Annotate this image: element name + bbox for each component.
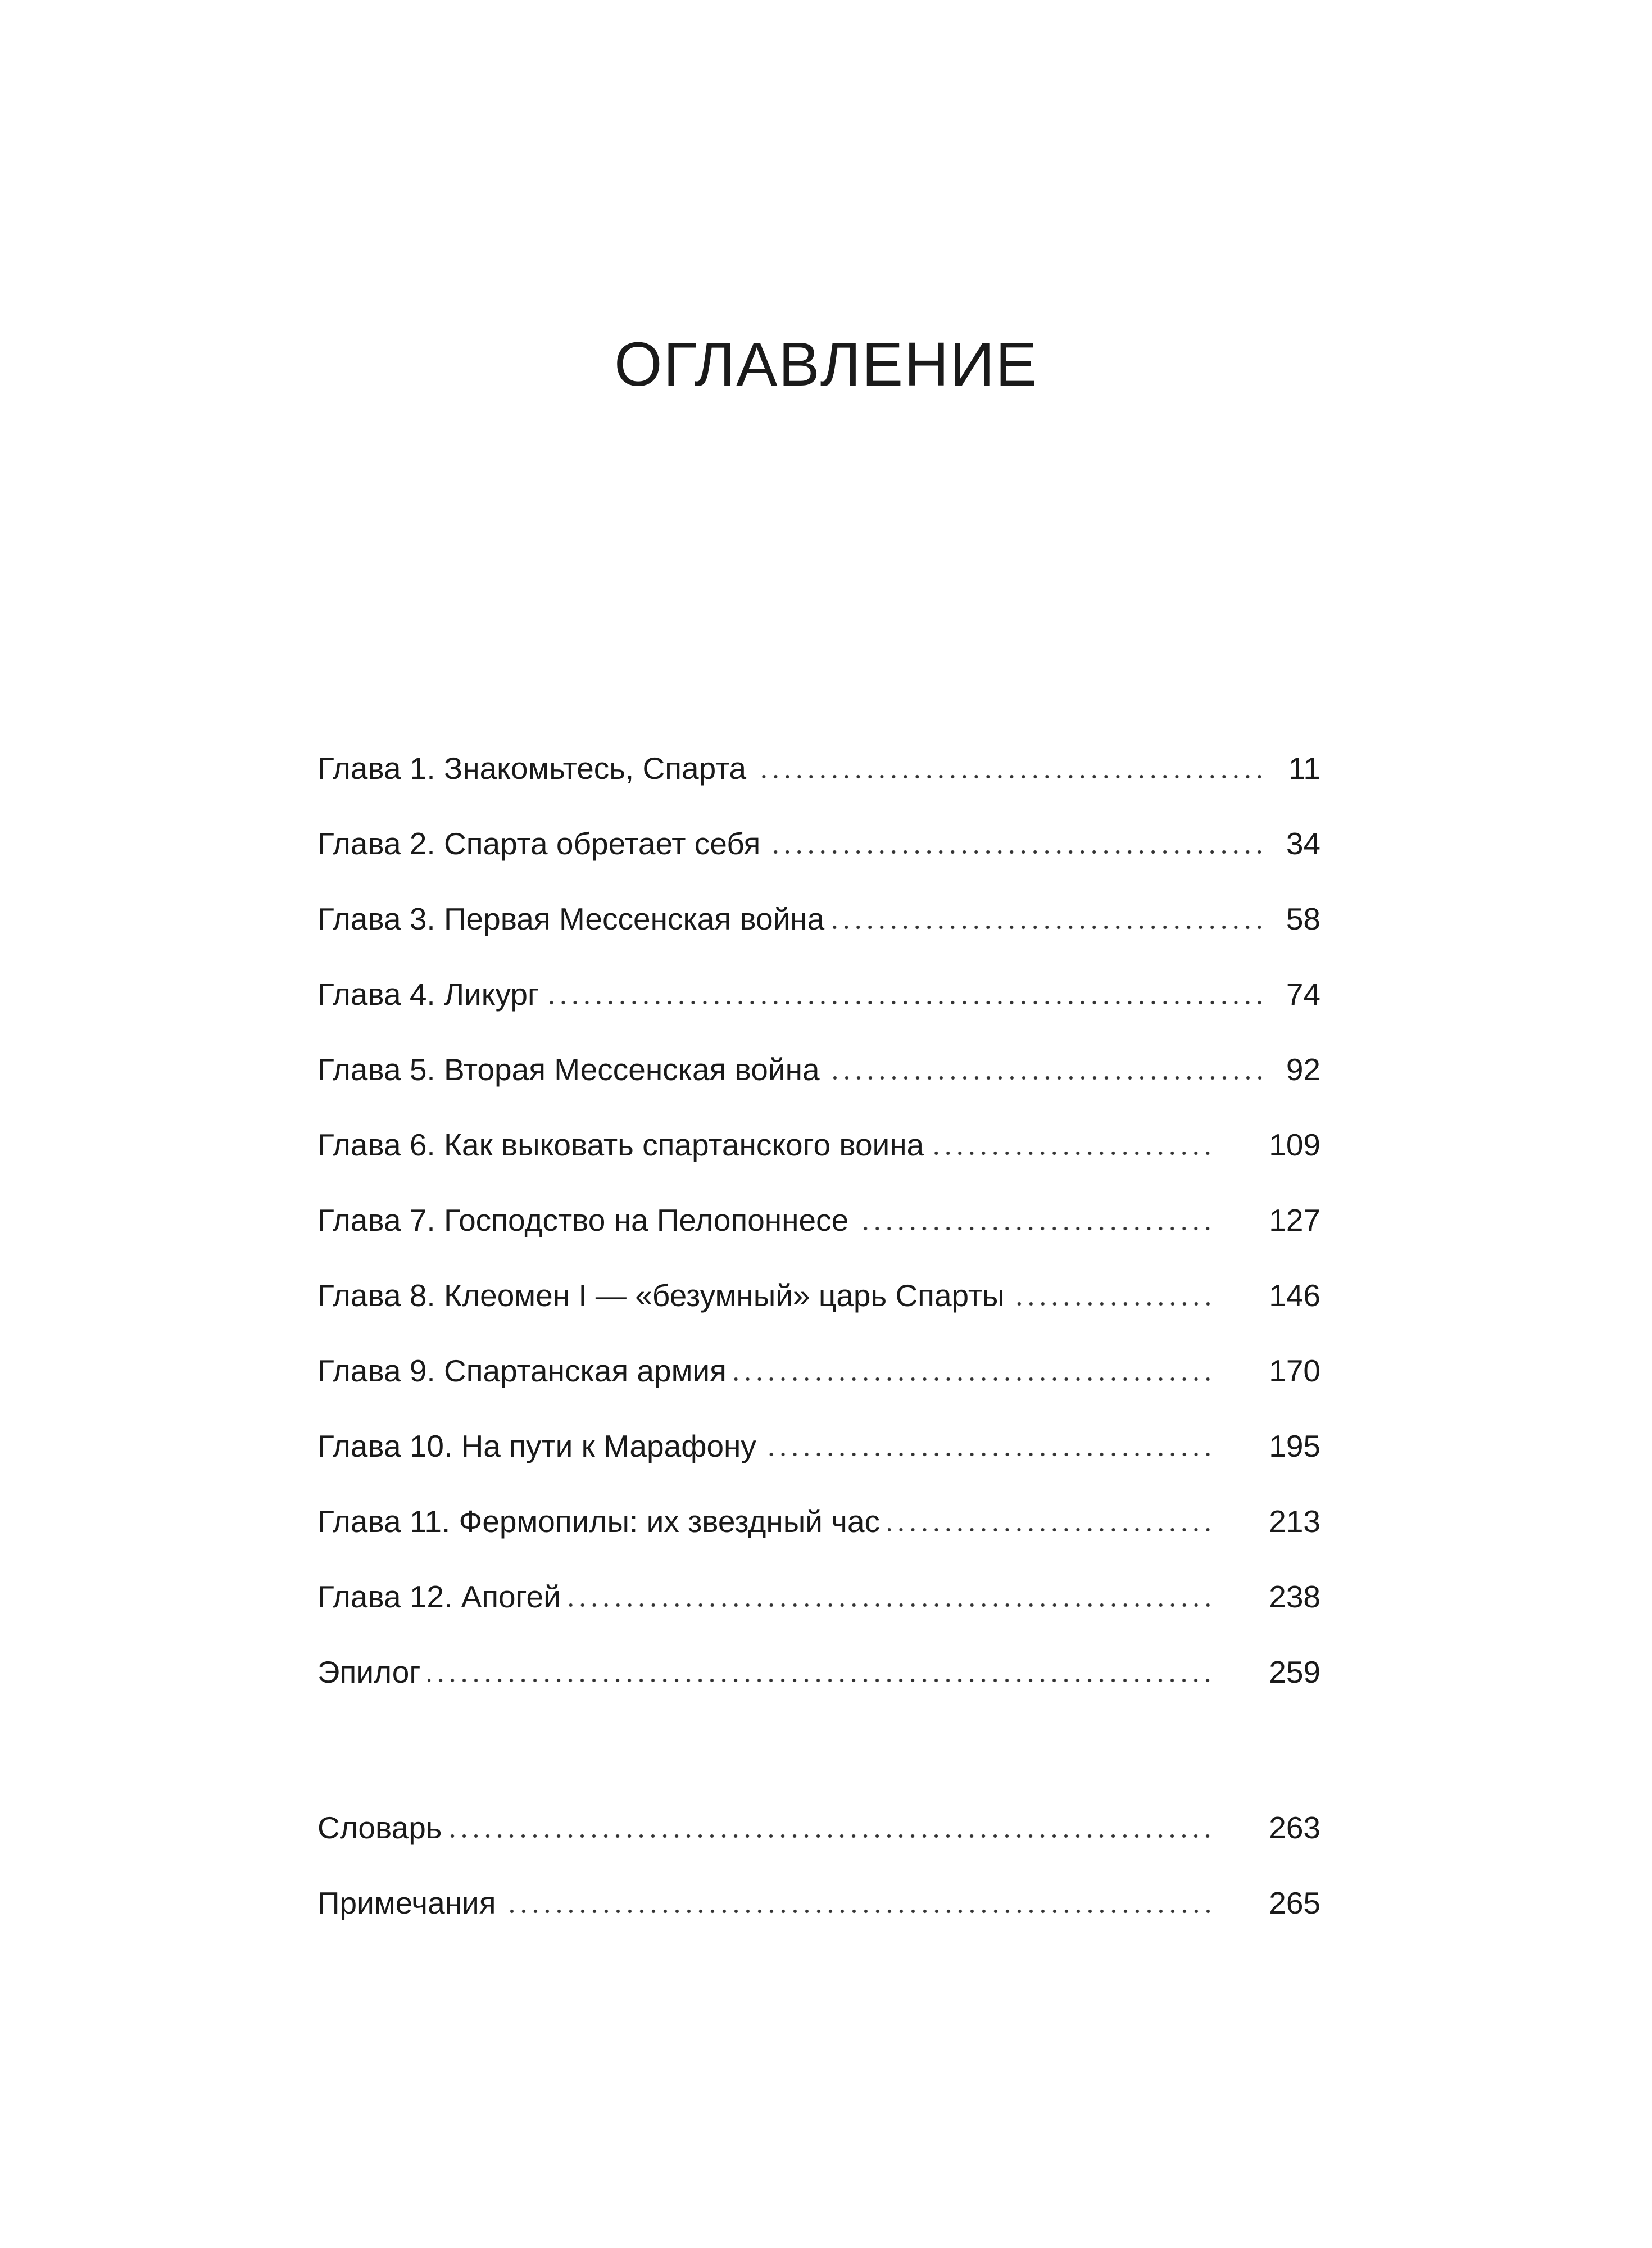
toc-entry-page: 127 — [1269, 1202, 1320, 1238]
page-title: ОГЛАВЛЕНИЕ — [614, 329, 1038, 399]
toc-entry-chapter-11[interactable] — [317, 1484, 1320, 1559]
dot-leader — [569, 1602, 1214, 1608]
toc-entry-chapter-6[interactable] — [317, 1107, 1320, 1182]
toc-entry-title: Глава 3. Первая Мессенская война — [317, 901, 825, 936]
toc-entry-title: Глава 11. Фермопилы: их звездный час — [317, 1503, 881, 1539]
toc-entry-title: Словарь — [317, 1810, 442, 1845]
dot-leader — [547, 999, 1265, 1006]
toc-entry-notes[interactable] — [317, 1865, 1320, 1941]
toc-entry-page: 265 — [1269, 1885, 1320, 1920]
dot-leader — [1013, 1300, 1214, 1307]
toc-entry-page: 92 — [1286, 1052, 1320, 1087]
toc-entry-title: Глава 12. Апогей — [317, 1579, 561, 1614]
dot-leader — [832, 924, 1265, 931]
toc-entry-title: Глава 9. Спартанская армия — [317, 1353, 727, 1388]
toc-entry-title: Глава 8. Клеомен I — «безумный» царь Спарты — [317, 1277, 1005, 1313]
toc-entry-chapter-1[interactable] — [317, 731, 1320, 806]
toc-entry-title: Глава 6. Как выковать спартанского воина — [317, 1127, 924, 1162]
toc-entry-page: 58 — [1286, 901, 1320, 936]
back-matter-list — [317, 1790, 1320, 1941]
toc-entry-page: 11 — [1288, 750, 1320, 786]
dot-leader — [428, 1677, 1214, 1684]
toc-entry-chapter-9[interactable] — [317, 1333, 1320, 1408]
toc-entry-chapter-3[interactable] — [317, 881, 1320, 957]
toc-entry-page: 263 — [1269, 1810, 1320, 1845]
toc-entry-page: 109 — [1269, 1127, 1320, 1162]
toc-entry-chapter-5[interactable] — [317, 1032, 1320, 1107]
toc-entry-page: 213 — [1269, 1503, 1320, 1539]
toc-entry-page: 34 — [1286, 826, 1320, 861]
toc-entry-chapter-4[interactable] — [317, 957, 1320, 1032]
toc-entry-page: 146 — [1269, 1277, 1320, 1313]
dot-leader — [828, 1075, 1265, 1081]
dot-leader — [504, 1908, 1214, 1915]
toc-entry-chapter-7[interactable] — [317, 1182, 1320, 1258]
toc-entry-title: Глава 2. Спарта обретает себя — [317, 826, 761, 861]
toc-entry-title: Примечания — [317, 1885, 496, 1920]
toc-entry-title: Глава 7. Господство на Пелопоннесе — [317, 1202, 849, 1238]
toc-entry-chapter-10[interactable] — [317, 1408, 1320, 1484]
dot-leader — [764, 1451, 1214, 1458]
toc-entry-glossary[interactable] — [317, 1790, 1320, 1865]
dot-leader — [932, 1150, 1214, 1157]
toc-entry-title: Глава 4. Ликург — [317, 976, 539, 1012]
toc-entry-title: Глава 1. Знакомьтесь, Спарта — [317, 750, 747, 786]
table-of-contents — [317, 731, 1320, 1710]
dot-leader — [888, 1526, 1214, 1533]
toc-entry-chapter-2[interactable] — [317, 806, 1320, 881]
toc-entry-page: 238 — [1269, 1579, 1320, 1614]
dot-leader — [450, 1833, 1214, 1839]
toc-entry-page: 259 — [1269, 1654, 1320, 1689]
dot-leader — [768, 849, 1265, 855]
toc-entry-chapter-12[interactable] — [317, 1559, 1320, 1634]
toc-entry-epilogue[interactable] — [317, 1634, 1320, 1710]
dot-leader — [856, 1225, 1214, 1232]
toc-entry-title: Глава 5. Вторая Мессенская война — [317, 1052, 820, 1087]
toc-entry-page: 195 — [1269, 1428, 1320, 1463]
dot-leader — [734, 1376, 1214, 1383]
toc-entry-chapter-8[interactable] — [317, 1258, 1320, 1333]
toc-entry-title: Глава 10. На пути к Марафону — [317, 1428, 756, 1463]
toc-entry-page: 170 — [1269, 1353, 1320, 1388]
dot-leader — [754, 773, 1265, 780]
toc-entry-title: Эпилог — [317, 1654, 421, 1689]
toc-entry-page: 74 — [1286, 976, 1320, 1012]
